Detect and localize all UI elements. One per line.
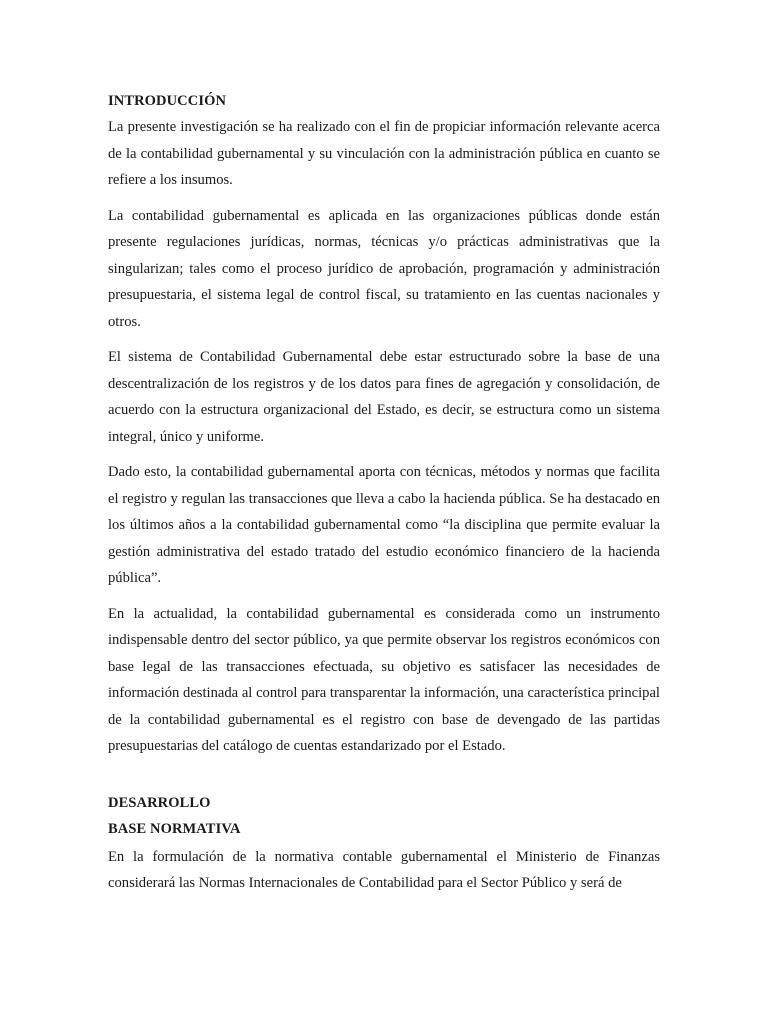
intro-paragraph-5: En la actualidad, la contabilidad gubernamental es considerada como un instrumento indispensable dentro del sector público, ya que permite observar los registros económicos con base legal de las transacciones efectuada, su objetivo es satisfacer las necesidades de información destinada al control para transparentar la información, una característica principal de la contabilidad gubernamental es el registro con base de devengado de las partidas presupuestarias del catálogo de cuentas estandarizado por el Estado.: [108, 605, 660, 754]
base-normativa-paragraph: En la formulación de la normativa contable gubernamental el Ministerio de Finanzas considerará las Normas Internacionales de Contabilidad para el Sector Público y será de: [108, 848, 660, 891]
development-heading: DESARROLLO: [108, 794, 211, 811]
intro-heading: INTRODUCCIÓN: [108, 93, 227, 109]
document-page: [108, 88, 660, 906]
intro-paragraph-1: La presente investigación se ha realizado con el fin de propiciar información relevante acerca de la contabilidad gubernamental y su vinculación con la administración pública en cuanto se refiere a los insumos.: [108, 119, 660, 188]
base-normativa-heading: BASE NORMATIVA: [108, 820, 241, 837]
intro-paragraph-2: La contabilidad gubernamental es aplicada en las organizaciones públicas donde están presente regulaciones jurídicas, normas, técnicas y/o prácticas administrativas que la singularizan; tales como el proceso jurídico de aprobación, programación y administración presupuestaria, el sistema legal de control fiscal, su tratamiento en las cuentas nacionales y otros.: [108, 207, 660, 330]
intro-paragraph-4: Dado esto, la contabilidad gubernamental aporta con técnicas, métodos y normas que facilita el registro y regulan las transacciones que lleva a cabo la hacienda pública. Se ha destacado en los últimos años a la contabilidad gubernamental como “la disciplina que permite evaluar la gestión administrativa del estado tratado del estudio económico financiero de la hacienda pública”.: [108, 464, 660, 586]
intro-paragraph-3: El sistema de Contabilidad Gubernamental debe estar estructurado sobre la base de una descentralización de los registros y de los datos para fines de agregación y consolidación, de acuerdo con la estructura organizacional del Estado, es decir, se estructura como un sistema integral, único y uniforme.: [108, 349, 660, 445]
